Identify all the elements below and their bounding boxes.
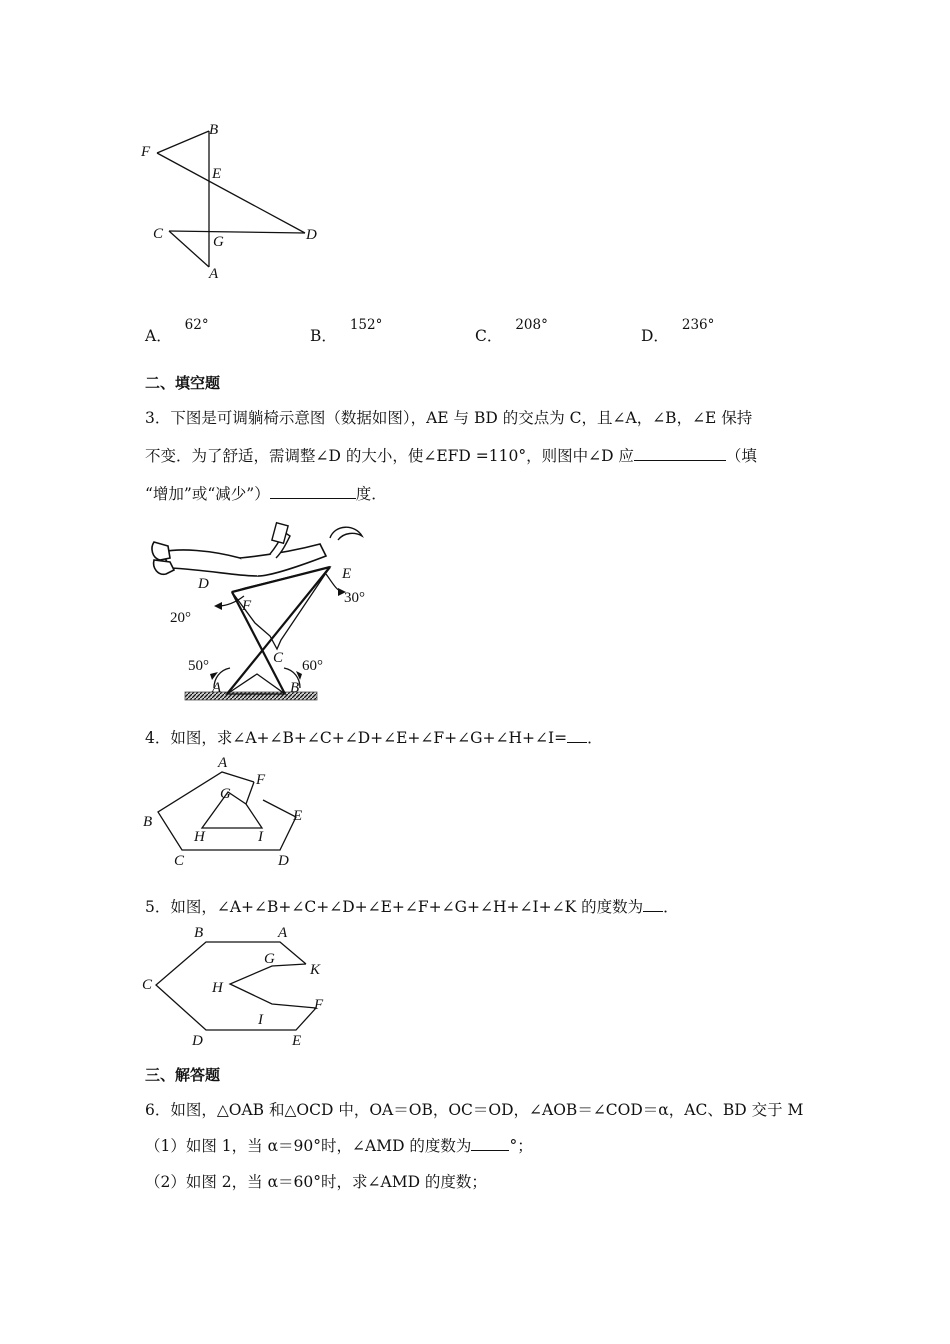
label-B: B (290, 680, 300, 696)
segment-FD (157, 153, 305, 233)
label-C: C (142, 977, 153, 993)
label-angle-60: 60° (302, 658, 323, 674)
label-G: G (220, 786, 231, 802)
label-A: A (278, 925, 288, 941)
segment-CA (169, 231, 209, 267)
q5-answer-blank[interactable] (643, 897, 663, 912)
option-b-letter: B． (310, 327, 337, 345)
q3-line-2-text: 不变．为了舒适，需调整∠D 的大小，使∠EFD =110°，则图中∠D 应 (145, 447, 634, 465)
option-a-value: 62° (184, 317, 209, 333)
label-I: I (258, 829, 263, 845)
q3-line-1: 3．下图是可调躺椅示意图（数据如图），AE 与 BD 的交点为 C，且∠A，∠B，∠E 保持 (145, 409, 753, 427)
inner-path-GI (202, 782, 262, 828)
label-B: B (143, 814, 153, 830)
section-solution-heading: 三、解答题 (145, 1066, 221, 1084)
q5-hexagon-figure (138, 920, 338, 1050)
label-angle-30: 30° (344, 590, 365, 606)
label-angle-20: 20° (170, 610, 191, 626)
option-d-value: 236° (681, 317, 715, 333)
q6-part-1 (145, 1134, 533, 1156)
q3-recliner-figure (140, 518, 385, 708)
label-I: I (258, 1012, 263, 1028)
label-B: B (194, 925, 204, 941)
label-F: F (256, 772, 266, 788)
label-D: D (278, 853, 289, 869)
segment-FB (157, 131, 209, 153)
option-a-letter: A． (145, 327, 172, 345)
label-angle-50: 50° (188, 658, 209, 674)
label-D: D (198, 576, 209, 592)
label-G: G (264, 951, 275, 967)
label-F: F (242, 598, 252, 614)
q5-text: 5．如图，∠A+∠B+∠C+∠D+∠E+∠F+∠G+∠H+∠I+∠K 的度数为 (145, 898, 644, 916)
q2-geometry-figure (135, 115, 335, 285)
option-c[interactable] (475, 312, 548, 345)
label-D: D (306, 227, 317, 243)
q3-line-2-tail: （填 (725, 447, 757, 465)
arrow-angle-D (214, 602, 222, 610)
q3-line-2 (145, 444, 757, 466)
option-b[interactable] (310, 312, 383, 345)
label-F: F (141, 144, 151, 160)
hexagon-outline (156, 942, 316, 1030)
q4-question (145, 726, 603, 748)
label-K: K (310, 962, 321, 978)
label-E: E (342, 566, 352, 582)
label-H: H (212, 980, 223, 996)
q6-part-1-text: （1）如图 1，当 α＝90°时，∠AMD 的度数为 (145, 1137, 472, 1155)
option-a[interactable] (145, 312, 209, 345)
label-E: E (292, 1033, 302, 1049)
q4-tail: ． (587, 729, 603, 747)
q3-answer-blank-2[interactable] (270, 484, 356, 499)
q3-answer-blank-1[interactable] (634, 446, 726, 461)
label-C: C (153, 226, 164, 242)
option-c-value: 208° (515, 317, 548, 333)
pentagon-outline (158, 772, 296, 850)
label-B: B (209, 122, 219, 138)
leg-AE (227, 567, 330, 694)
label-E: E (212, 166, 222, 182)
label-A: A (218, 755, 228, 771)
inner-quad (230, 964, 316, 1008)
label-C: C (273, 650, 284, 666)
q5-tail: ． (663, 898, 679, 916)
label-A: A (209, 266, 219, 282)
q4-pentagon-figure (138, 752, 318, 872)
label-G: G (213, 234, 224, 250)
label-A: A (212, 680, 222, 696)
section-fill-in-heading: 二、填空题 (145, 374, 221, 392)
label-E: E (293, 808, 303, 824)
label-D: D (192, 1033, 203, 1049)
option-d[interactable] (641, 312, 715, 345)
q6-part-2: （2）如图 2，当 α＝60°时，求∠AMD 的度数； (145, 1173, 487, 1191)
label-F: F (314, 997, 324, 1013)
label-H: H (194, 829, 205, 845)
label-C: C (174, 853, 185, 869)
q6-answer-blank[interactable] (471, 1136, 509, 1151)
option-c-letter: C． (475, 327, 503, 345)
segment-CD (169, 231, 305, 233)
q4-answer-blank[interactable] (567, 728, 587, 743)
q6-line-1: 6．如图，△OAB 和△OCD 中，OA＝OB，OC＝OD，∠AOB＝∠COD＝α，AC、BD 交于 M (145, 1101, 804, 1119)
q3-line-3-tail: 度． (355, 485, 387, 503)
option-d-letter: D． (641, 327, 669, 345)
q6-part-1-tail: °； (509, 1137, 533, 1155)
q4-text: 4．如图，求∠A+∠B+∠C+∠D+∠E+∠F+∠G+∠H+∠I= (145, 729, 568, 747)
q5-question (145, 895, 679, 917)
person-shoes (152, 542, 174, 574)
q3-line-3-text: “增加”或“减少”） (145, 485, 270, 503)
option-b-value: 152° (349, 317, 383, 333)
q3-line-3 (145, 482, 387, 504)
